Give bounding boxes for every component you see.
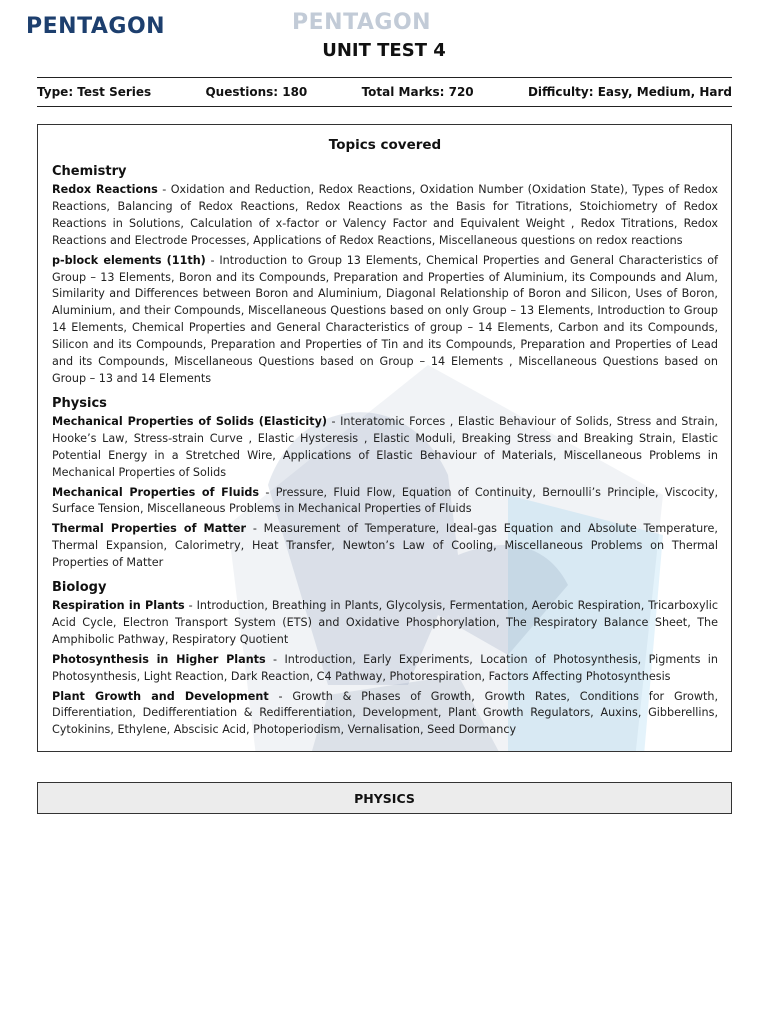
topics-box	[37, 124, 732, 752]
topics-heading: Topics covered	[328, 137, 442, 153]
topic-description: - Interatomic Forces , Elastic Behaviour of Solids, Stress and Strain, Hooke’s Law, Stress-strain Curve , Elastic Hysteresis , Elastic Moduli, Breaking Stress and Breaking Strain, Elastic Potential Energy in a Stretched Wire, Applications of Elastic Behaviour of Materials, Miscellaneous Problems in Mechanical Properties of Solids	[52, 414, 718, 479]
pentagon-logo	[26, 8, 165, 44]
topic-item	[52, 521, 718, 572]
total-marks: Total Marks: 720	[361, 85, 474, 99]
topic-description: - Measurement of Temperature, Ideal-gas Equation and Absolute Temperature, Thermal Expansion, Calorimetry, Heat Transfer, Newton’s Law of Cooling, Miscellaneous Problems on Thermal Properties of Matter	[52, 522, 718, 570]
topic-item	[52, 253, 718, 388]
test-info-bar	[37, 77, 732, 107]
topic-description: - Introduction, Early Experiments, Location of Photosynthesis, Pigments in Photosynthesis, Light Reaction, Dark Reaction, C4 Pathway, Photorespiration, Factors Affecting Photosynthesis	[52, 652, 719, 683]
section-bar-physics	[37, 782, 732, 814]
topic-item	[52, 414, 718, 482]
topic-description: - Growth & Phases of Growth, Growth Rates, Conditions for Growth, Differentiation, Dedifferentiation & Redifferentiation, Development, Plant Growth Regulators, Auxins, Gibberellins, Cytokinins, Ethylene, Abscisic Acid, Photoperiodism, Vernalisation, Seed Dormancy	[52, 689, 719, 737]
topic-item	[52, 598, 718, 649]
topic-title: Mechanical Properties of Solids (Elasticity)	[52, 414, 327, 428]
logo-text-faded: PENTAGON	[292, 9, 432, 35]
topic-title: Photosynthesis in Higher Plants	[52, 652, 266, 666]
pentagon-logo-faded	[292, 4, 431, 40]
topic-description: - Introduction to Group 13 Elements, Chemical Properties and General Characteristics of Group – 13 Elements, Boron and its Compounds, Preparation and Properties of Aluminium, its Compounds and Alum, Similarity and Differences between Boron and Aluminium, Diagonal Relationship of Boron and Silicon, Uses of Boron, Aluminium, and their Compounds, Miscellaneous Questions based on only Group – 13 Elements, Introduction to Group 14 Elements, Chemical Properties and General Characteristics of group – 14 Elements, Carbon and its Compounds, Silicon and its Compounds, Preparation and Properties of Tin and its Compounds, Preparation and Properties of Lead and its Compounds, Miscellaneous Questions based on Group – 14 Elements , Miscellaneous Questions based on Group – 13 and 14 Elements	[52, 253, 718, 385]
topic-title: Redox Reactions	[52, 183, 158, 196]
topic-description: - Oxidation and Reduction, Redox Reactions, Oxidation Number (Oxidation State), Types of Redox Reactions, Balancing of Redox Reactions, Redox Reactions as the Basis for Titrations, Stoichiometry of Redox Reactions in Solutions, Calculation of x-factor or Valency Factor and Equivalent Weight , Redox Titrations, Redox Reactions and Electrode Processes, Applications of Redox Reactions, Miscellaneous questions on redox reactions	[52, 183, 718, 247]
topic-item	[52, 182, 718, 250]
test-type: Type: Test Series	[37, 85, 152, 99]
topic-item	[52, 689, 718, 740]
question-count: Questions: 180	[205, 85, 308, 99]
topic-title: Thermal Properties of Matter	[52, 522, 247, 536]
logo-text: PENTAGON	[26, 13, 166, 39]
subject-heading: Chemistry	[52, 164, 127, 179]
section-bar-label: PHYSICS	[354, 790, 415, 806]
topic-title: Respiration in Plants	[52, 599, 185, 613]
subject-heading: Physics	[52, 395, 107, 411]
topic-description: - Pressure, Fluid Flow, Equation of Continuity, Bernoulli’s Principle, Viscocity, Surface Tension, Miscellaneous Problems in Mechanical Properties of Fluids	[52, 485, 719, 516]
subject-heading: Biology	[52, 580, 107, 596]
topic-title: p-block elements (11th)	[52, 253, 206, 267]
topic-item	[52, 485, 718, 519]
page-title: UNIT TEST 4	[322, 40, 446, 61]
topic-title: Mechanical Properties of Fluids	[52, 485, 260, 499]
topic-title: Plant Growth and Development	[52, 689, 269, 703]
topic-description: - Introduction, Breathing in Plants, Glycolysis, Fermentation, Aerobic Respiration, Tricarboxylic Acid Cycle, Electron Transport System (ETS) and Oxidative Phosphorylation, The Respiratory Balance Sheet, The Amphibolic Pathway, Respiratory Quotient	[52, 599, 718, 646]
difficulty: Difficulty: Easy, Medium, Hard	[527, 85, 732, 99]
topic-item	[52, 652, 718, 686]
